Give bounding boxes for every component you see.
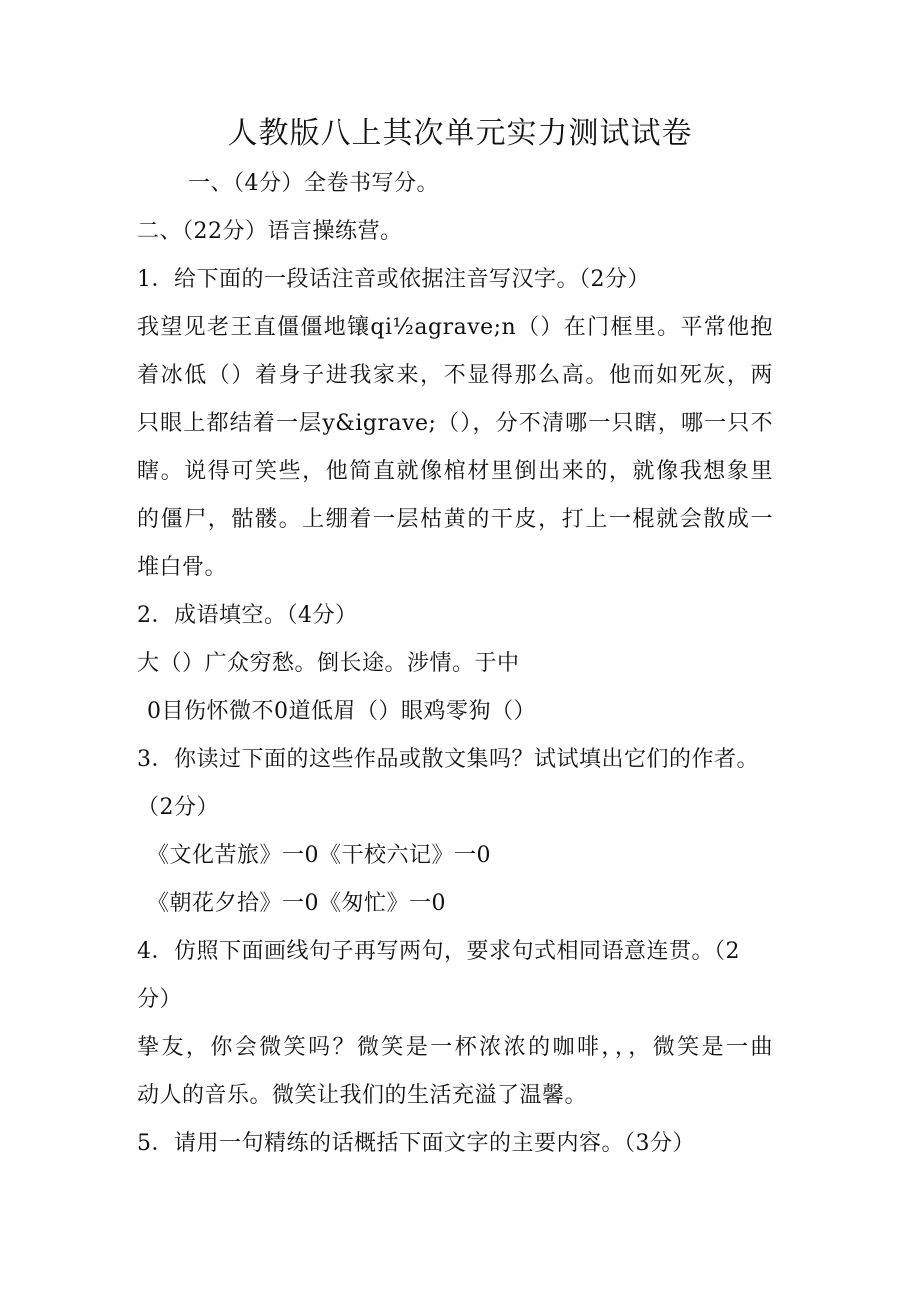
question-4-line: 挚友，你会微笑吗？微笑是一杯浓浓的咖啡，，，微笑是一曲 [137,1035,773,1060]
question-5-heading: 5．请用一句精练的话概括下面文字的主要内容。（3分） [137,1131,695,1156]
section-one: 一、（4分）全卷书写分。 [188,171,439,196]
question-1-line: 的僵尸，骷髅。上绷着一层枯黄的干皮，打上一棍就会散成一 [137,507,773,532]
question-4-line: 动人的音乐。微笑让我们的生活充溢了温馨。 [137,1083,588,1108]
question-4-heading: 4．仿照下面画线句子再写两句，要求句式相同语意连贯。（2 [137,939,740,964]
question-1-line: 着冰低（）着身子进我家来，不显得那么高。他而如死灰，两 [137,363,773,388]
document-title: 人教版八上其次单元实力测试试卷 [227,116,693,151]
question-2-heading: 2．成语填空。（4分） [137,603,358,628]
question-3-heading: 3．你读过下面的这些作品或散文集吗？试试填出它们的作者。 [137,747,759,772]
question-4-heading-continued: 分） [137,987,183,1012]
question-1-line: 瞎。说得可笑些，他简直就像棺材里倒出来的，就像我想象里 [137,459,773,484]
question-3-score: （2分） [137,795,219,820]
section-two: 二、（22分）语言操练营。 [137,219,403,244]
question-3-line: 《文化苦旅》一0《干校六记》一0 [147,843,491,868]
question-1-heading: 1．给下面的一段话注音或依据注音写汉字。（2分） [137,267,650,292]
question-3-line: 《朝花夕拾》一0《匆忙》一0 [147,891,446,916]
question-1-line: 堆白骨。 [137,555,228,580]
question-1-line: 我望见老王直僵僵地镶qi½agrave;n（）在门框里。平常他抱 [137,315,773,340]
question-2-line: 0目伤怀微不0道低眉（）眼鸡零狗（） [147,699,536,724]
question-2-line: 大（）广众穷愁。倒长途。涉情。于中 [137,651,520,676]
question-1-line: 只眼上都结着一层y&igrave;（），分不清哪一只瞎，哪一只不 [137,411,773,436]
